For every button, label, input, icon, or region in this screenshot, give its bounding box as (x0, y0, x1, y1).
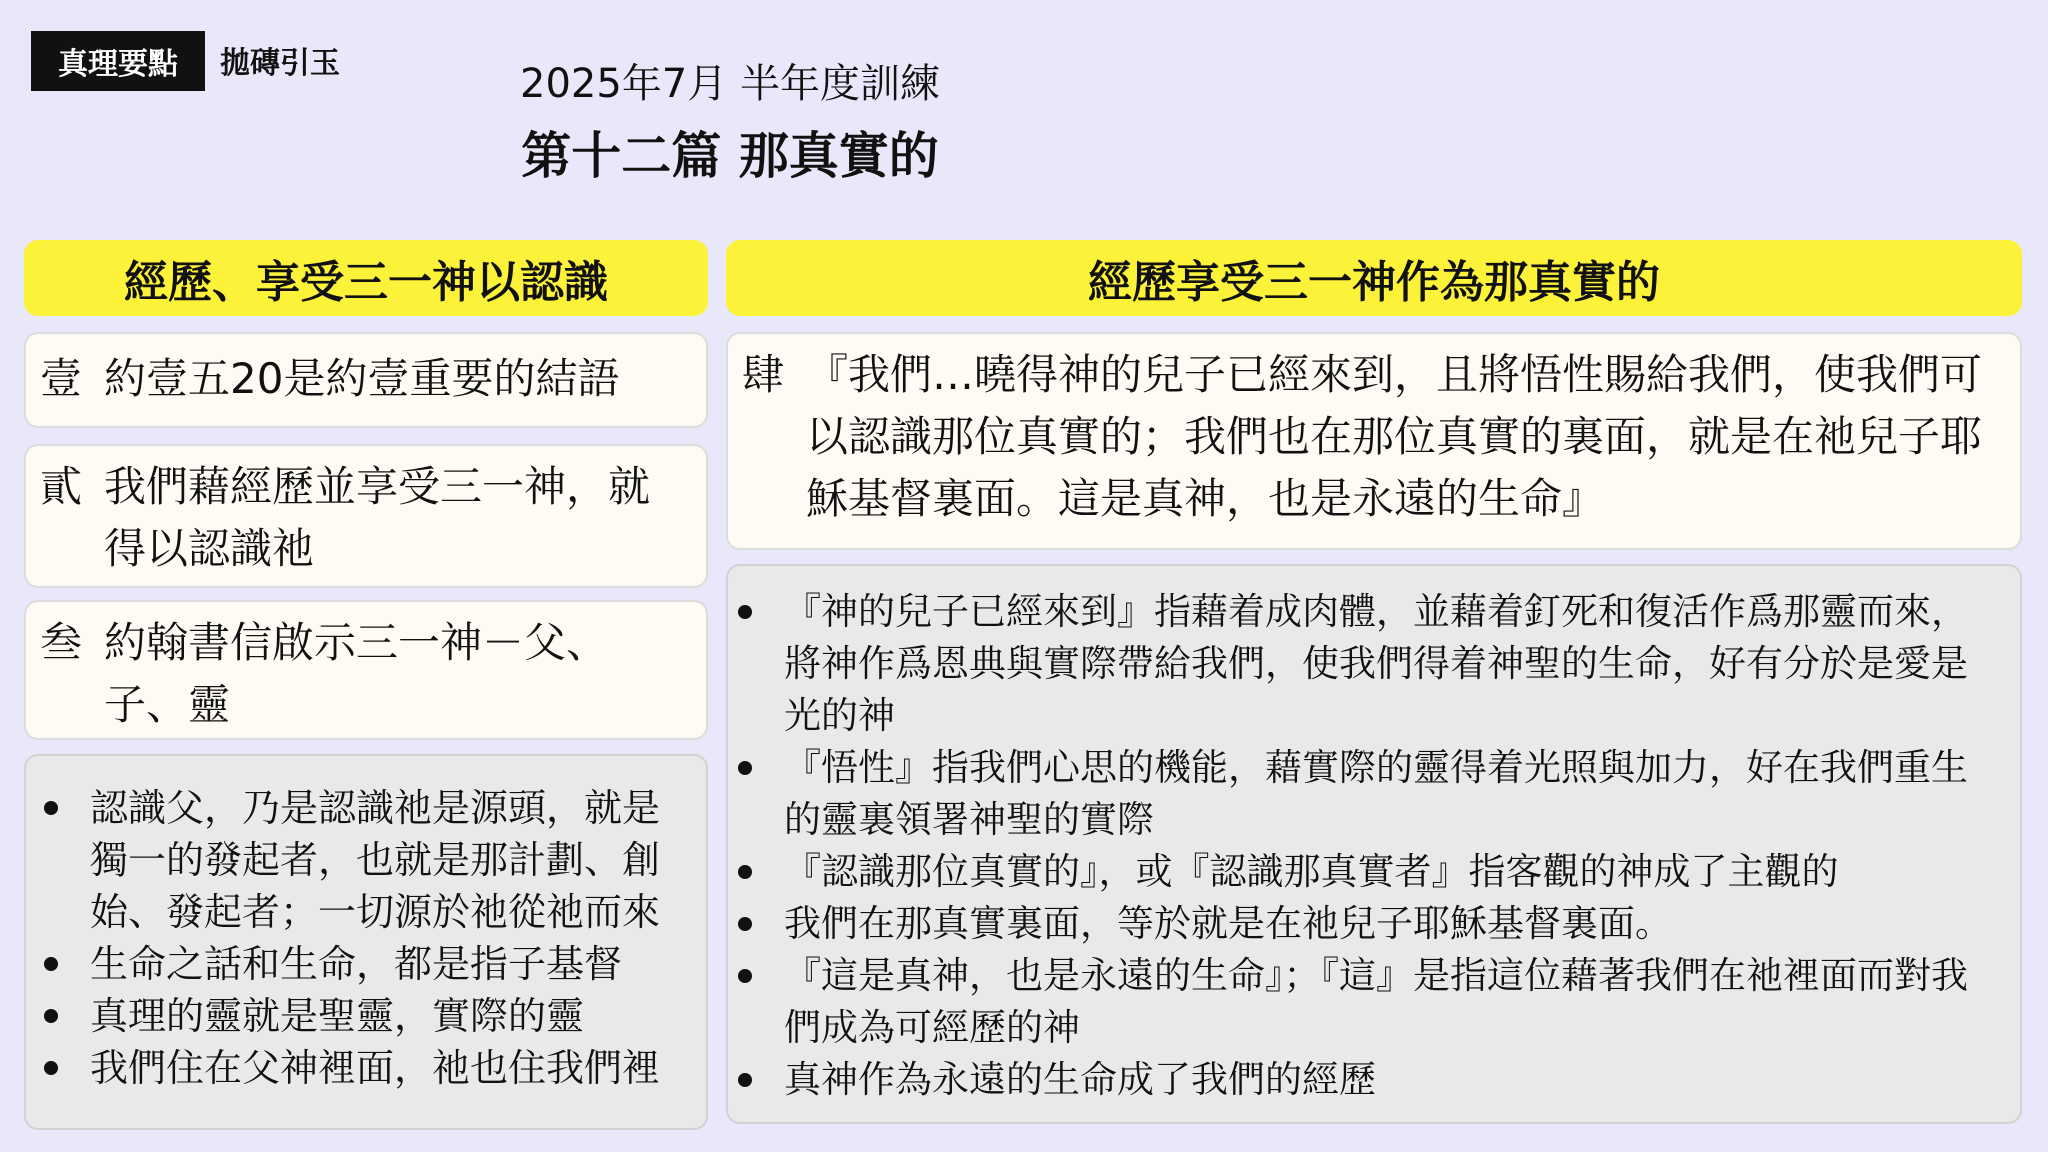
list-item (738, 898, 2000, 950)
right-heading-text: 經歷享受三一神作為那真實的 (1088, 257, 1660, 308)
bullet-icon (44, 1061, 58, 1075)
left-bullet-box (24, 754, 708, 1130)
list-item (44, 782, 692, 938)
point-text: 約壹五20是約壹重要的結語 (104, 354, 620, 403)
left-bullet-list (44, 782, 692, 1094)
right-bullet-list (738, 586, 2000, 1106)
bullet-icon (738, 865, 752, 879)
bullet-icon (738, 1073, 752, 1087)
list-item-text: 我們在那真實裏面，等於就是在祂兒子耶穌基督裏面。 (784, 902, 1672, 945)
bullet-icon (738, 969, 752, 983)
list-item-text: 真理的靈就是聖靈，實際的靈 (90, 994, 585, 1038)
point-row (26, 446, 706, 580)
point-row (26, 602, 706, 736)
right-point-box (726, 332, 2022, 550)
bullet-icon (738, 917, 752, 931)
list-item-text: 『認識那位真實的』，或『認識那真實者』指客觀的神成了主觀的 (784, 850, 1839, 893)
left-heading-text: 經歷、享受三一神以認識 (124, 257, 608, 308)
point-number: 壹 (40, 354, 83, 403)
list-item-text: 真神作為永遠的生命成了我們的經歷 (784, 1058, 1376, 1101)
list-item-text: 『悟性』指我們心思的機能，藉實際的靈得着光照與加力，好在我們重生的靈裏領署神聖的實際 (784, 746, 1968, 841)
bullet-icon (44, 801, 58, 815)
list-item (738, 742, 2000, 846)
point-text: 約翰書信啟示三一神－父、子、靈 (104, 618, 609, 729)
list-item (738, 846, 2000, 898)
point-row (26, 334, 706, 410)
point-row (728, 334, 2020, 530)
point-text: 我們藉經歷並享受三一神，就得以認識祂 (104, 462, 651, 573)
bullet-icon (738, 605, 752, 619)
point-box (24, 444, 708, 588)
left-heading (24, 240, 708, 316)
right-heading (726, 240, 2022, 316)
list-item-text: 認識父，乃是認識祂是源頭，就是獨一的發起者，也就是那計劃、創始、發起者；一切源於祂從祂而來 (90, 786, 661, 934)
list-item-text: 我們住在父神裡面，祂也住我們裡 (90, 1046, 661, 1090)
bullet-icon (44, 1009, 58, 1023)
point-number: 叁 (40, 618, 83, 667)
point-number: 肆 (742, 350, 785, 399)
point-box (24, 332, 708, 428)
bullet-icon (738, 761, 752, 775)
topic-tag-label: 真理要點 (58, 47, 178, 82)
page-subtitle: 2025年7月 半年度訓練 (520, 61, 940, 107)
point-box (24, 600, 708, 740)
list-item (738, 1054, 2000, 1106)
bullet-icon (44, 957, 58, 971)
list-item (738, 950, 2000, 1054)
list-item (738, 586, 2000, 742)
list-item-text: 生命之話和生命，都是指子基督 (90, 942, 623, 986)
list-item (44, 1042, 692, 1094)
point-text: 『我們…曉得神的兒子已經來到，且將悟性賜給我們，使我們可以認識那位真實的；我們也在那位真實的裏面，就是在祂兒子耶穌基督裏面。這是真神，也是永遠的生命』 (806, 350, 1983, 523)
right-bullet-box (726, 564, 2022, 1124)
topic-tag-side-label: 拋磚引玉 (220, 46, 340, 81)
list-item (44, 938, 692, 990)
list-item-text: 『神的兒子已經來到』指藉着成肉體，並藉着釘死和復活作爲那靈而來，將神作爲恩典與實際帶給我們，使我們得着神聖的生命，好有分於是愛是光的神 (784, 590, 1968, 737)
list-item-text: 『這是真神，也是永遠的生命』；『這』是指這位藉著我們在祂裡面而對我們成為可經歷的神 (784, 954, 1968, 1049)
point-number: 貳 (40, 462, 83, 511)
list-item (44, 990, 692, 1042)
page-title: 第十二篇 那真實的 (521, 127, 939, 185)
